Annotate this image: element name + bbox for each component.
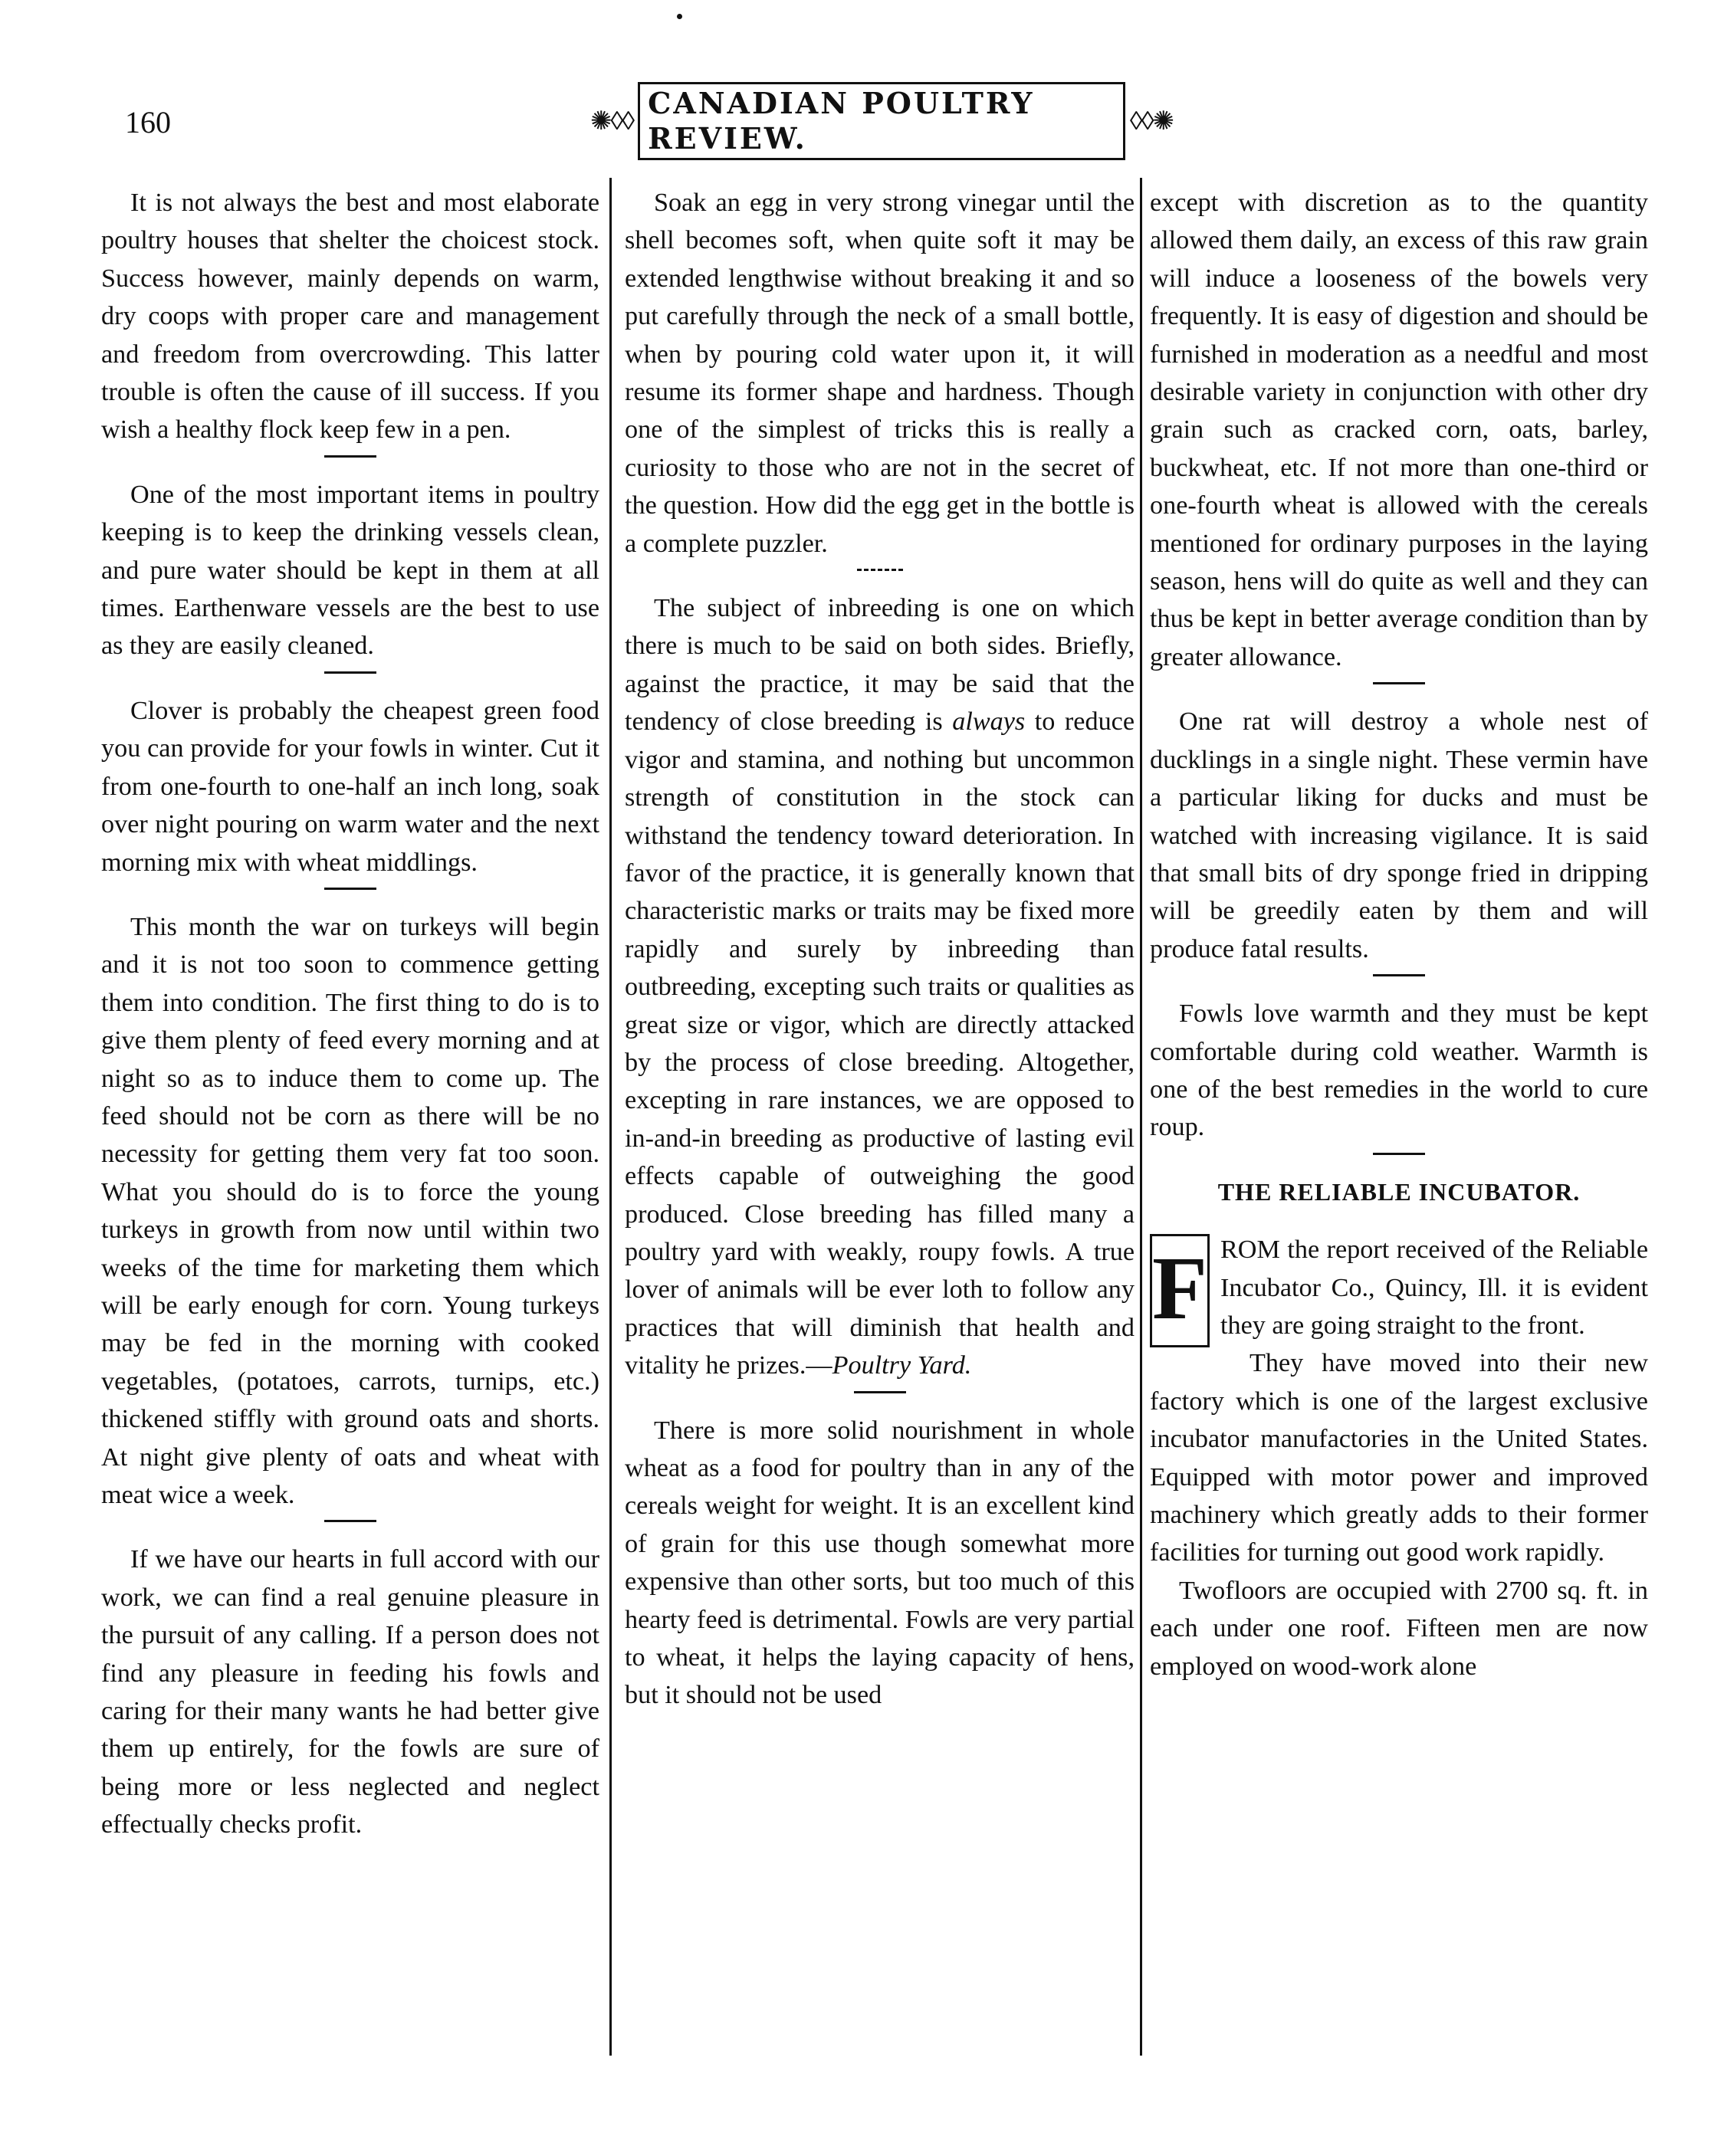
article-paragraph: One rat will destroy a whole nest of ducklings in a single night. These vermin have a particular liking for ducks and must be watched with increasing vigilance. It is said that small bits of dry sponge fried in dripping will be greedily eaten by them and will produce fatal results. <box>1150 707 1648 963</box>
drop-cap: F <box>1150 1234 1210 1347</box>
column-1 <box>101 184 599 1844</box>
masthead-ornament-right: ◊◊✺ <box>1129 107 1173 136</box>
section-rule <box>324 671 376 674</box>
article-paragraph: This month the war on turkeys will begin and it is not too soon to commence getting them into condition. The first thing to do is to give them plenty of feed every morning and at night so as to induce them to come up. The feed should not be corn as there will be no necessity for getting them very fat too soon. What you should do is to force the young turkeys in growth from now until within two weeks of the time for marketing them which will be early enough for corn. Young turkeys may be fed in the morning with cooked vegetables, (potatoes, carrots, turnips, etc.) thickened stiffly with ground oats and shorts. At night give plenty of oats and wheat with meat wice a week. <box>101 912 599 1509</box>
article-paragraph: Twofloors are occupied with 2700 sq. ft. in each under one roof. Fifteen men are now employed on wood-work alone <box>1150 1576 1648 1681</box>
masthead-ornament-left: ✺◊◊ <box>590 107 634 136</box>
article-paragraph: Clover is probably the cheapest green food you can provide for your fowls in winter. Cut it from one-fourth to one-half an inch long, soak over night pouring on warm water and the next morning mix with wheat middlings. <box>101 696 599 877</box>
masthead <box>590 86 1173 156</box>
article-paragraph: It is not always the best and most elaborate poultry houses that shelter the choicest stock. Success however, mainly depends on warm, dry coops with proper care and management and freedom from overcrowding. This latter trouble is often the cause of ill success. If you wish a healthy flock keep few in a pen. <box>101 189 599 445</box>
section-rule <box>1373 1153 1425 1155</box>
masthead-title: CANADIAN POULTRY REVIEW. <box>638 82 1125 160</box>
article-paragraph: They have moved into their new factory which is one of the largest exclusive incubator manufactories in the United States. Equipped with motor power and improved machinery which greatly adds to their former facilities for turning out good work rapidly. <box>1150 1349 1648 1567</box>
column-divider <box>1140 178 1142 2056</box>
section-rule <box>1373 974 1425 976</box>
section-rule <box>324 1520 376 1522</box>
article-paragraph: One of the most important items in poultry keeping is to keep the drinking vessels clean, and pure water should be kept in them at all times. Earthenware vessels are the best to use as they are easily cleaned. <box>101 480 599 661</box>
source-credit: Poultry Yard. <box>832 1351 972 1380</box>
section-rule <box>1373 682 1425 684</box>
section-rule <box>324 888 376 890</box>
article-paragraph: Soak an egg in very strong vinegar until the shell becomes soft, when quite soft it may be extended lengthwise without breaking it and so put carefully through the neck of a small bottle, when by pouring cold water upon it, it will resume its former shape and hardness. Though one of the simplest of tricks this is really a curiosity to those who are not in the secret of the question. How did the egg get in the bottle is a complete puzzler. <box>625 189 1135 558</box>
text-run: The subject of inbreeding is one on which there is much to be said on both sides. Briefly, against the practice, it may be said that the tendency of close breeding is <box>625 594 1135 737</box>
section-rule <box>324 455 376 458</box>
column-3 <box>1150 184 1648 1685</box>
article-paragraph <box>625 589 1135 1385</box>
section-heading: THE RELIABLE INCUBATOR. <box>1217 1177 1581 1206</box>
column-2 <box>625 184 1135 1715</box>
emphasis-text: always <box>952 707 1026 737</box>
article-lead <box>1150 1231 1648 1344</box>
article-paragraph: except with discretion as to the quantity allowed them daily, an excess of this raw grain will induce a looseness of the bowels very frequently. It is easy of digestion and should be furnished in moderation as a needful and most desirable variety in conjunction with other dry grain such as cracked corn, oats, barley, buckwheat, etc. If not more than one-third or one-fourth wheat is allowed with the cereals mentioned for ordinary purposes in the laying season, hens will do quite as well and they can thus be kept in better average condition than by greater allowance. <box>1150 189 1648 671</box>
article-paragraph: ROM the report received of the Reliable Incubator Co., Quincy, Ill. it is evident they are going straight to the front. <box>1220 1236 1648 1340</box>
article-paragraph: If we have our hearts in full accord with our work, we can find a real genuine pleasure in the pursuit of any calling. If a person does not find any pleasure in feeding his fowls and caring for their many wants he had better give them up entirely, for the fowls are sure of being more or less neglected and neglect effectually checks profit. <box>101 1545 599 1839</box>
ink-dot <box>677 14 682 19</box>
section-rule <box>857 569 903 571</box>
column-divider <box>609 178 612 2056</box>
article-paragraph: There is more solid nourishment in whole wheat as a food for poultry than in any of the cereals weight for weight. It is an excellent kind of grain for this use though somewhat more expensive than other sorts, but too much of this hearty feed is detrimental. Fowls are very partial to wheat, it helps the laying capacity of hens, but it should not be used <box>625 1416 1135 1710</box>
text-run: to reduce vigor and stamina, and nothing but uncommon strength of constitution in the stock can withstand the tendency toward deterioration. In favor of the practice, it is generally known that characteristic marks or traits may be fixed more rapidly and surely by inbreeding than outbreeding, excepting such traits or qualities as great size or vigor, which are directly attacked by the process of close breeding. Altogether, excepting in rare instances, we are opposed to in-and-in breeding as productive of lasting evil effects capable of outweighing the good produced. Close breeding has filled many a poultry yard with weakly, roupy fowls. A true lover of animals will be ever loth to follow any practices that will diminish that health and vitality he prizes.— <box>625 707 1135 1380</box>
section-rule <box>854 1391 906 1393</box>
page-number: 160 <box>125 105 171 139</box>
article-paragraph: Fowls love warmth and they must be kept comfortable during cold weather. Warmth is one of the best remedies in the world to cure roup. <box>1150 999 1648 1142</box>
